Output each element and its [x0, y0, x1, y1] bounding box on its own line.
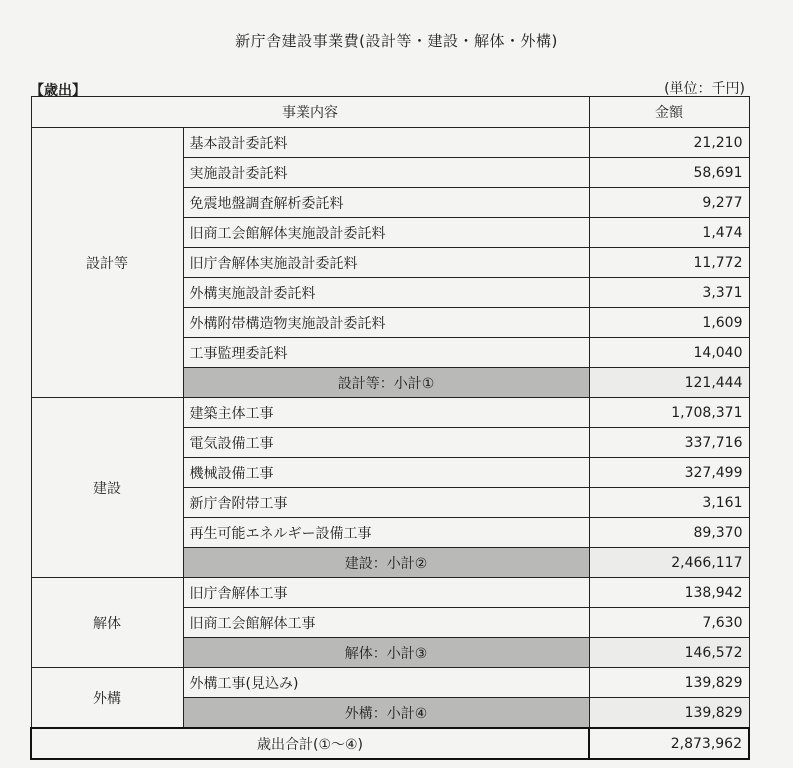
category-cell: 設計等 — [31, 128, 183, 398]
category-cell: 建設 — [31, 398, 183, 578]
total-label: 歳出合計(①～④) — [31, 728, 589, 759]
item-amount: 9,277 — [589, 188, 749, 218]
document-title: 新庁舎建設事業費(設計等・建設・解体・外構) — [235, 32, 558, 50]
subtotal-label: 設計等：小計① — [183, 368, 589, 398]
item-name: 旧庁舎解体工事 — [183, 578, 589, 608]
item-amount: 7,630 — [589, 608, 749, 638]
item-amount: 58,691 — [589, 158, 749, 188]
item-amount: 337,716 — [589, 428, 749, 458]
item-amount: 3,161 — [589, 488, 749, 518]
section-label: 【歳出】 — [30, 83, 86, 99]
table-row — [31, 578, 749, 608]
item-amount: 3,371 — [589, 278, 749, 308]
item-amount: 21,210 — [589, 128, 749, 158]
item-name: 旧商工会館解体実施設計委託料 — [183, 218, 589, 248]
item-amount: 327,499 — [589, 458, 749, 488]
total-amount: 2,873,962 — [589, 728, 749, 759]
item-name: 外構実施設計委託料 — [183, 278, 589, 308]
table-body — [31, 128, 749, 760]
item-name: 外構附帯構造物実施設計委託料 — [183, 308, 589, 338]
item-name: 工事監理委託料 — [183, 338, 589, 368]
item-amount: 1,609 — [589, 308, 749, 338]
subtotal-label: 外構：小計④ — [183, 698, 589, 729]
category-cell: 外構 — [31, 668, 183, 729]
item-name: 免震地盤調査解析委託料 — [183, 188, 589, 218]
item-amount: 14,040 — [589, 338, 749, 368]
subtotal-label: 建設：小計② — [183, 548, 589, 578]
table-row — [31, 668, 749, 698]
item-name: 外構工事(見込み) — [183, 668, 589, 698]
total-row — [31, 728, 749, 759]
item-name: 電気設備工事 — [183, 428, 589, 458]
item-name: 旧商工会館解体工事 — [183, 608, 589, 638]
subtotal-amount: 2,466,117 — [589, 548, 749, 578]
item-name: 旧庁舎解体実施設計委託料 — [183, 248, 589, 278]
subtotal-label: 解体：小計③ — [183, 638, 589, 668]
item-name: 実施設計委託料 — [183, 158, 589, 188]
category-cell: 解体 — [31, 578, 183, 668]
table-header-row — [31, 97, 749, 128]
item-amount: 139,829 — [589, 668, 749, 698]
budget-table — [30, 96, 750, 760]
item-amount: 89,370 — [589, 518, 749, 548]
header-amount: 金額 — [589, 97, 749, 128]
item-amount: 11,772 — [589, 248, 749, 278]
item-amount: 1,708,371 — [589, 398, 749, 428]
item-name: 再生可能エネルギー設備工事 — [183, 518, 589, 548]
item-amount: 1,474 — [589, 218, 749, 248]
item-name: 建築主体工事 — [183, 398, 589, 428]
item-name: 基本設計委託料 — [183, 128, 589, 158]
table-row — [31, 128, 749, 158]
table-row — [31, 398, 749, 428]
item-name: 新庁舎附帯工事 — [183, 488, 589, 518]
subtotal-amount: 146,572 — [589, 638, 749, 668]
unit-label: (単位：千円) — [664, 81, 745, 97]
item-name: 機械設備工事 — [183, 458, 589, 488]
item-amount: 138,942 — [589, 578, 749, 608]
header-content: 事業内容 — [31, 97, 589, 128]
subtotal-amount: 121,444 — [589, 368, 749, 398]
subtotal-amount: 139,829 — [589, 698, 749, 729]
